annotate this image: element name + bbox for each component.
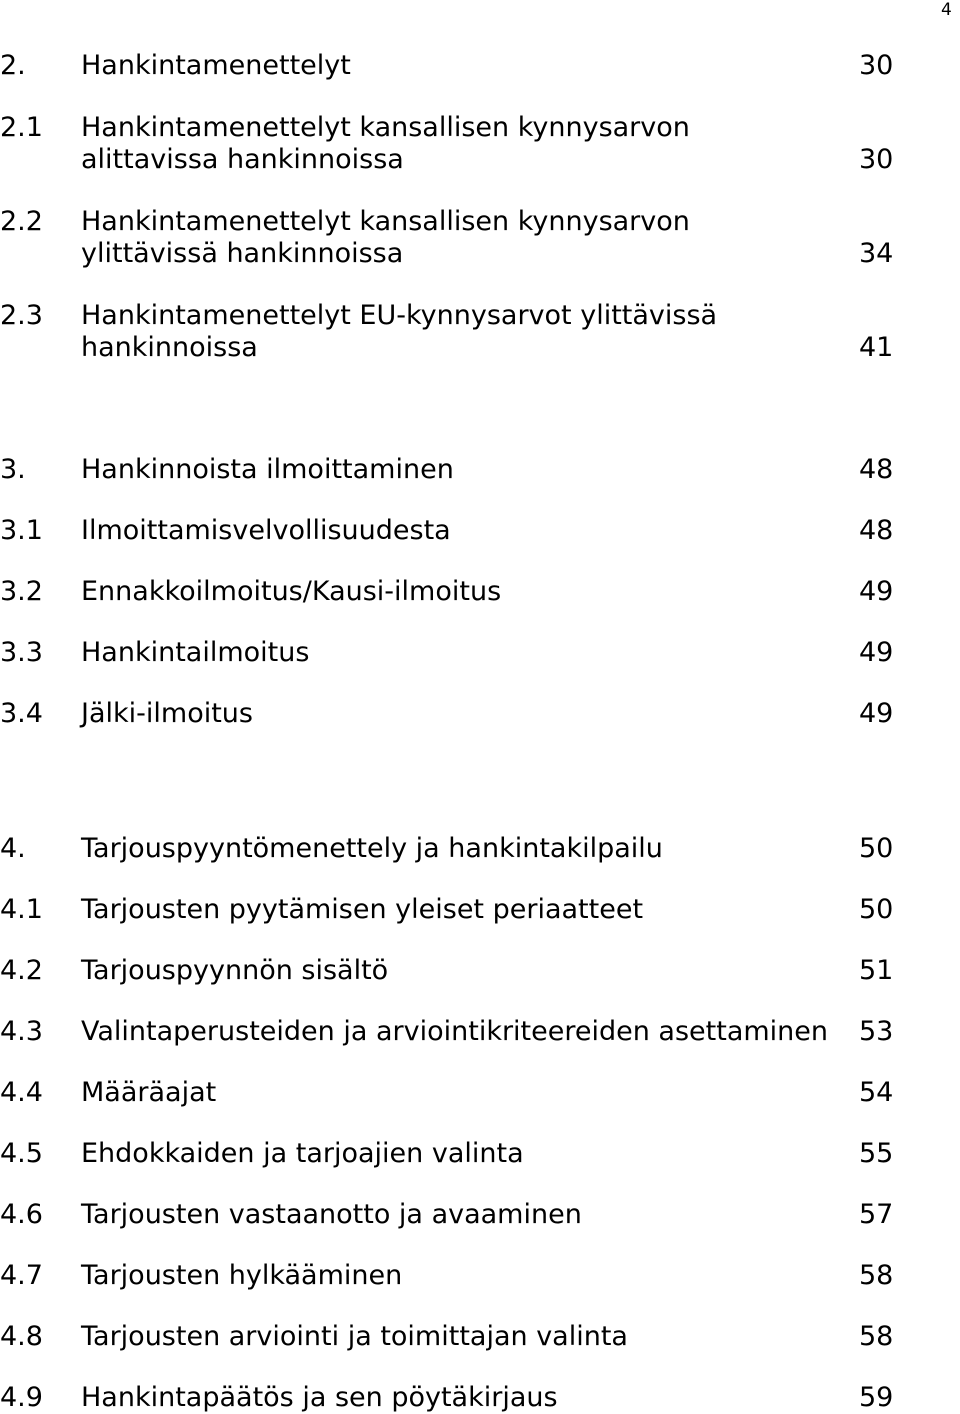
toc-entry-title-line: Tarjousten vastaanotto ja avaaminen [81,1199,582,1230]
toc-entry-number: 4.3 [0,1016,43,1047]
toc-entry-title-line: Tarjousten hylkääminen [81,1260,403,1291]
toc-entry-number: 2. [0,50,26,81]
toc-entry-number: 4.5 [0,1138,43,1169]
toc-entry-title-line: Ehdokkaiden ja tarjoajien valinta [81,1138,524,1169]
toc-entry-title-line: Hankintamenettelyt kansallisen kynnysarvon [81,112,690,143]
toc-entry-number: 3.3 [0,637,43,668]
toc-entry-title [81,1016,861,1048]
toc-entry-title [81,833,861,865]
toc-entry-title-line: Hankintamenettelyt [81,50,351,81]
toc-entry-page: 34 [859,238,894,269]
toc-entry-title-line: Hankintamenettelyt EU-kynnysarvot ylittävissä [81,300,718,331]
toc-entry-number: 4.4 [0,1077,43,1108]
toc-entry-page: 50 [859,894,894,925]
toc-entry-title-line: hankinnoissa [81,332,258,363]
toc-entry-page: 57 [859,1199,894,1230]
toc-entry-title-line: Jälki-ilmoitus [81,698,253,729]
toc-entry-number: 4.9 [0,1382,43,1413]
toc-entry-page: 53 [859,1016,894,1047]
toc-entry-title [81,1077,861,1109]
toc-entry-title [81,454,861,486]
toc-entry-page: 58 [859,1321,894,1352]
toc-entry-page: 50 [859,833,894,864]
toc-entry-page: 49 [859,637,894,668]
toc-entry-number: 4.7 [0,1260,43,1291]
toc-entry-page: 49 [859,576,894,607]
toc-entry-title-line: ylittävissä hankinnoissa [81,238,404,269]
toc-entry-number: 3. [0,454,26,485]
toc-entry-title-line: Valintaperusteiden ja arviointikriteereiden asettaminen [81,1016,829,1047]
toc-entry-title [81,50,861,82]
toc-entry-number: 4.2 [0,955,43,986]
toc-entry-title-line: Hankintamenettelyt kansallisen kynnysarvon [81,206,690,237]
toc-entry-page: 30 [859,50,894,81]
toc-entry-number: 4.1 [0,894,43,925]
toc-entry-title-line: Määräajat [81,1077,217,1108]
toc-entry-number: 4. [0,833,26,864]
toc-entry-title [81,894,861,926]
toc-entry-title [81,515,861,547]
toc-entry-title [81,112,861,176]
toc-entry-title [81,300,861,364]
toc-entry-page: 51 [859,955,894,986]
toc-entry-title-line: Tarjousten arviointi ja toimittajan valinta [81,1321,628,1352]
toc-entry-title [81,1199,861,1231]
toc-entry-number: 3.1 [0,515,43,546]
page-number: 4 [941,0,952,20]
toc-entry-title-line: Hankintapäätös ja sen pöytäkirjaus [81,1382,558,1413]
toc-entry-page: 58 [859,1260,894,1291]
toc-entry-number: 2.1 [0,112,43,143]
toc-entry-page: 48 [859,515,894,546]
toc-entry-number: 2.2 [0,206,43,237]
toc-entry-title [81,955,861,987]
toc-entry-title [81,1260,861,1292]
toc-entry-title-line: Ilmoittamisvelvollisuudesta [81,515,451,546]
toc-entry-title [81,637,861,669]
toc-entry-title [81,206,861,270]
toc-entry-title [81,698,861,730]
toc-entry-title-line: Tarjousten pyytämisen yleiset periaatteet [81,894,644,925]
toc-entry-number: 4.6 [0,1199,43,1230]
toc-entry-page: 59 [859,1382,894,1413]
toc-entry-title-line: Tarjouspyyntömenettely ja hankintakilpailu [81,833,663,864]
toc-entry-title [81,1321,861,1353]
toc-entry-page: 55 [859,1138,894,1169]
toc-entry-title-line: Tarjouspyynnön sisältö [81,955,389,986]
toc-entry-title [81,576,861,608]
toc-entry-title [81,1138,861,1170]
toc-entry-title-line: Ennakkoilmoitus/Kausi-ilmoitus [81,576,502,607]
toc-entry-number: 2.3 [0,300,43,331]
toc-entry-page: 54 [859,1077,894,1108]
toc-entry-number: 3.2 [0,576,43,607]
toc-entry-page: 49 [859,698,894,729]
toc-entry-title [81,1382,861,1414]
toc-entry-page: 48 [859,454,894,485]
toc-entry-page: 30 [859,144,894,175]
toc-entry-title-line: alittavissa hankinnoissa [81,144,404,175]
toc-entry-number: 3.4 [0,698,43,729]
toc-entry-title-line: Hankintailmoitus [81,637,310,668]
toc-entry-title-line: Hankinnoista ilmoittaminen [81,454,454,485]
toc-entry-page: 41 [859,332,894,363]
toc-entry-number: 4.8 [0,1321,43,1352]
